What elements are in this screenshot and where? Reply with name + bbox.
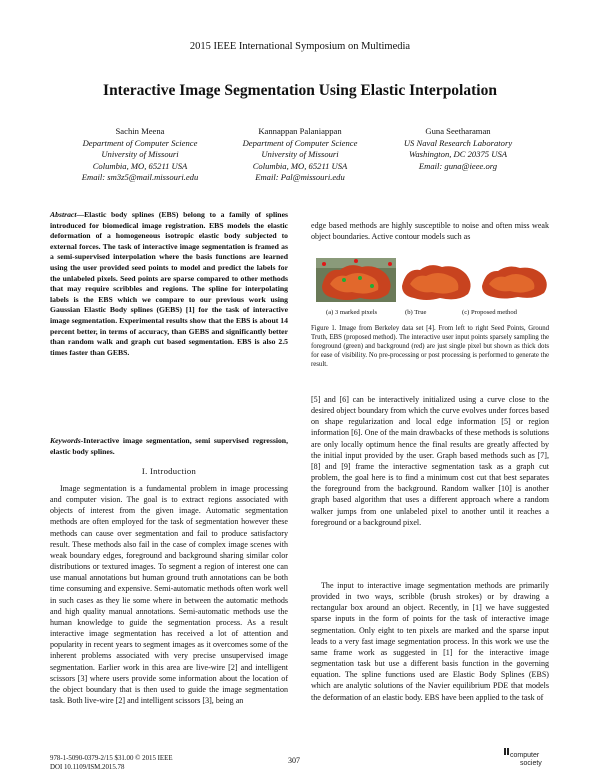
author-email: Email: Pal@missouri.edu <box>255 172 345 183</box>
footer-isbn-doi <box>50 755 173 773</box>
keywords-text: -Interactive image segmentation, semi supervised regression, elastic body splines. <box>50 436 288 456</box>
footer-isbn: 978-1-5090-0379-2/15 $31.00 © 2015 IEEE <box>50 755 173 762</box>
figure-1 <box>316 258 552 308</box>
column-2-body <box>311 394 549 528</box>
section-heading-introduction: I. Introduction <box>141 466 197 476</box>
author-dept: US Naval Research Laboratory <box>403 137 513 148</box>
author-dept: Department of Computer Science <box>242 137 358 148</box>
figure-image-ground-truth <box>396 258 476 302</box>
author-dept: Department of Computer Science <box>82 137 198 148</box>
column-1-body <box>50 483 288 706</box>
keywords-label: Keywords <box>50 436 81 445</box>
logo-text-computer: computer <box>510 752 540 759</box>
author-email: Email: guna@ieee.org <box>418 160 498 171</box>
computer-society-logo <box>500 746 552 770</box>
abstract-text: —Elastic body splines (EBS) belong to a family of splines introduced for biomedical image registration. EBS models the elastic deformation of a homogeneous isotropic elastic body subjected to external forces. The task of interactive image segmentation is framed as a semi-supervised interpolation where the basis functions are learned using the user provided seed points to model and predict the labels for the unlabeled pixels. Seed points are sparse compared to other methods that may require scribbles and regions. The spline for interpolating labels is the EBS which we compare to our previous work using Gaussian Elastic Body splines (GEBS) [1] for the task of interactive image segmentation. Experimental results show that the EBS is about 14 percent better, in terms of accuracy, than GEBS and significantly better than random walk and graph cut based segmentation. EBS is also 2.5 times faster than GEBS. <box>50 210 288 357</box>
logo-text-society: society <box>520 760 542 767</box>
footer-doi: DOI 10.1109/ISM.2015.78 <box>50 763 125 771</box>
subcaption-c: (c) Proposed method <box>462 309 517 316</box>
author-org: University of Missouri <box>261 149 339 160</box>
abstract <box>50 210 288 358</box>
author-org: University of Missouri <box>101 149 179 160</box>
author-loc: Columbia, MO, 65211 USA <box>92 160 188 171</box>
figure-image-proposed-result <box>474 258 554 302</box>
keywords <box>50 436 288 457</box>
conference-header: 2015 IEEE International Symposium on Multimedia <box>189 41 411 52</box>
paper-title: Interactive Image Segmentation Using Elastic Interpolation <box>103 82 497 99</box>
author-email: Email: sm3z5@mail.missouri.edu <box>81 172 199 183</box>
body-paragraph: The input to interactive image segmentation methods are primarily provided in two ways, scribble (brush strokes) or by drawing a rectangular box around an object. Recently, in [1] we have suggested sparse inputs in the form of points for the task of interactive image segmentation. Only eight to ten pixels are marked and the sparse input leads to a very fast image segmentation process. In this work we use the same frame work as suggested in [1] for the interactive image segmentation task but use a different basis function in the governing equation. The spline functions used are Elastic Body Splines (EBS) which are analytic solutions of the Navier equilibrium PDE that models the deformation of an elastic body. EBS have been applied to the task of <box>311 581 549 702</box>
author-name: Kannappan Palaniappan <box>258 126 342 136</box>
figure-caption: Figure 1. Image from Berkeley data set [4]. From left to right Seed Points, Ground Truth, EBS (proposed method). The interactive user input points sparsely sampling the foreground (green) and background (red) are just single pixel but shown as thick dots for ease of visibility. No pre-processing or post processing is performed to generate the result. <box>311 325 549 368</box>
author-block-3 <box>363 126 553 172</box>
author-name: Guna Seetharaman <box>425 126 491 136</box>
figure-image-seed-points <box>316 258 396 302</box>
page-number: 307 <box>288 756 300 765</box>
subcaption-a: (a) 3 marked pixels <box>326 309 378 316</box>
author-org: Washington, DC 20375 USA <box>408 149 508 160</box>
author-name: Sachin Meena <box>115 126 165 136</box>
body-paragraph: [5] and [6] can be interactively initialized using a curve close to the desired object boundary from which the curve evolves under forces based on shape regularization and local edge information [5] or region information [6]. One of the main drawbacks of these methods is solutions are only locally optimum hence the final results are greatly affected by the initial input provided by the user. Graph based methods such as [7], [8] and [9] frame the interactive segmentation task as a graph cut problem, the goal here is to find a minimum cost cut that best separates the foreground from the background. Random walker [10] is another graph based algorithm that uses a different approach where a random walker jumps from one unlabeled pixel to another until it reaches a foreground or a background pixel. <box>311 395 549 527</box>
subcaption-b: (b) True <box>405 309 427 316</box>
body-paragraph: Image segmentation is a fundamental problem in image processing and computer vision. The goal is to extract regions associated with objects of interest from the given image. Automatic segmentation methods are often employed for the task of segmentation however these methods can cause over segmentation and fail to produce satisfactory result. These methods also fail in the case of complex image scenes with weak boundary edges, foreground and background sharing similar color distributions or textured images. To segment a region of interest one can use manual annotations but human ground truth annotations can be both time consuming and expensive. Semi-automatic methods often work well in such cases as they lie some where in between the automatic methods and high quality manual annotations. Semi-automatic methods use the human knowledge to guide the segmentation process. As a result interactive image segmentation has received a lot of attention and popularity in recent years to segment images as it overcomes some of the inherent problems associated with very precise unsupervised image segmentation. Earlier work in this area are live-wire [2] and intelligent scissors [3] where users provide some information about the location of the object boundary that is then used to guide the image segmentation task. Both live-wire [2] and intelligent scissors [3], being an <box>50 484 288 705</box>
abstract-label: Abstract <box>50 210 77 219</box>
body-paragraph: edge based methods are highly susceptible to noise and often miss weak object boundaries. Active contour models such as <box>311 221 549 242</box>
column-2-top-text <box>311 220 549 242</box>
column-2-body-continued <box>311 580 549 703</box>
author-loc: Columbia, MO, 65211 USA <box>252 160 348 171</box>
